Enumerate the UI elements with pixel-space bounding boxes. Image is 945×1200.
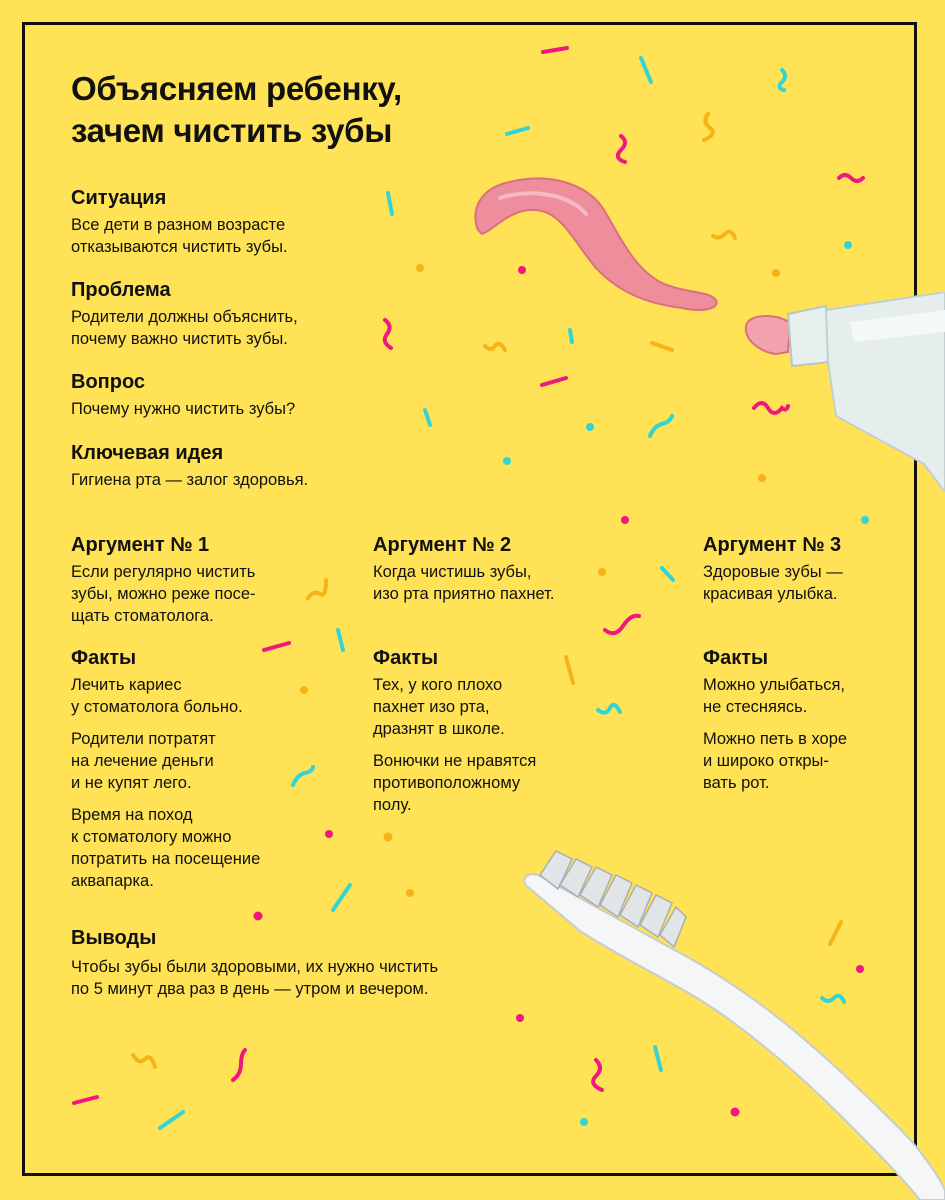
argument-text: Когда чистишь зубы, изо рта приятно пахнет. [373, 563, 555, 603]
argument-2 [373, 533, 613, 605]
intro-heading: Вопрос [71, 371, 146, 393]
argument-heading: Аргумент № 2 [373, 534, 512, 556]
toothpaste-tube-icon [740, 292, 945, 492]
intro-heading: Ситуация [71, 187, 167, 209]
argument-text: Здоровые зубы — красивая улыбка. [703, 563, 843, 603]
argument-3 [703, 533, 903, 605]
intro-text: Гигиена рта — залог здоровья. [71, 471, 309, 489]
fact-item: Время на поход к стоматологу можно потратить на посещение аквапарка. [71, 806, 261, 890]
argument-text: Если регулярно чистить зубы, можно реже посе- щать стоматолога. [71, 563, 256, 625]
page-title [71, 68, 571, 152]
argument-3-facts [703, 646, 903, 794]
toothbrush-icon [520, 845, 945, 1200]
fact-item: Можно улыбаться, не стесняясь. [703, 676, 846, 716]
facts-heading: Факты [71, 647, 137, 669]
toothpaste-strip-icon [470, 170, 720, 315]
argument-2-facts [373, 646, 613, 816]
fact-item: Тех, у кого плохо пахнет изо рта, дразнят в школе. [373, 676, 505, 738]
facts-heading: Факты [373, 647, 439, 669]
fact-item: Лечить кариес у стоматолога больно. [71, 676, 243, 716]
conclusion [71, 926, 531, 1000]
argument-heading: Аргумент № 1 [71, 534, 210, 556]
argument-1-facts [71, 646, 311, 892]
intro-question [71, 370, 401, 420]
argument-1 [71, 533, 311, 627]
conclusion-text: Чтобы зубы были здоровыми, их нужно чистить по 5 минут два раз в день — утром и вечером. [71, 958, 439, 998]
argument-heading: Аргумент № 3 [703, 534, 842, 556]
title-text: Объясняем ребенку, зачем чистить зубы [71, 70, 402, 149]
fact-item: Родители потратят на лечение деньги и не купят лего. [71, 730, 216, 792]
intro-text: Почему нужно чистить зубы? [71, 400, 296, 418]
intro-situation [71, 186, 401, 258]
intro-heading: Ключевая идея [71, 442, 224, 464]
conclusion-heading: Выводы [71, 927, 157, 949]
intro-problem [71, 278, 401, 350]
fact-item: Можно петь в хоре и широко откры- вать рот. [703, 730, 848, 792]
intro-heading: Проблема [71, 279, 171, 301]
intro-key-idea [71, 441, 401, 491]
intro-text: Все дети в разном возрасте отказываются чистить зубы. [71, 216, 288, 256]
intro-text: Родители должны объяснить, почему важно чистить зубы. [71, 308, 298, 348]
facts-heading: Факты [703, 647, 769, 669]
fact-item: Вонючки не нравятся противоположному полу. [373, 752, 537, 814]
